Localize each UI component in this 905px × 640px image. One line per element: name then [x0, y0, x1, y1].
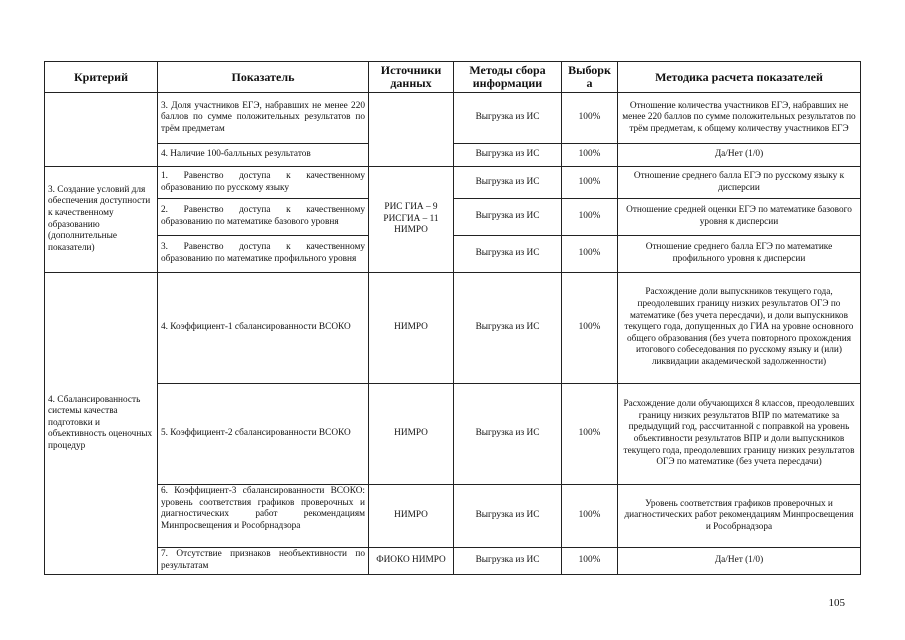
calc-cell: Да/Нет (1/0): [618, 548, 861, 575]
header-sources: Источники данных: [369, 62, 454, 93]
header-criterion: Критерий: [45, 62, 158, 93]
calc-cell: Уровень соответствия графиков проверочных и диагностических работ рекомендациям Минпросвещения и Рособрнадзора: [618, 485, 861, 548]
sample-cell: 100%: [562, 548, 618, 575]
header-calc: Методика расчета показателей: [618, 62, 861, 93]
indicator-cell: 5. Коэффициент-2 сбалансированности ВСОКО: [158, 384, 369, 485]
calc-cell: Расхождение доли выпускников текущего года, преодолевших границу низких результатов ОГЭ по математике (без учета пересдачи), и доли выпускников текущего года, допущенных до ГИА на уровне основного общего образования (без учета повторного прохождения итогового собеседования по русскому языку и (или) ликвидации академической задолженности): [618, 273, 861, 384]
sample-cell: 100%: [562, 93, 618, 144]
sample-cell: 100%: [562, 273, 618, 384]
indicators-table: [44, 61, 861, 575]
source-cell: НИМРО: [369, 273, 454, 384]
calc-cell: Отношение среднего балла ЕГЭ по русскому языку к дисперсии: [618, 167, 861, 199]
calc-cell: Отношение среднего балла ЕГЭ по математике профильного уровня к дисперсии: [618, 236, 861, 273]
header-indicator: Показатель: [158, 62, 369, 93]
method-cell: Выгрузка из ИС: [454, 273, 562, 384]
sample-cell: 100%: [562, 199, 618, 236]
calc-cell: Отношение средней оценки ЕГЭ по математике базового уровня к дисперсии: [618, 199, 861, 236]
sample-cell: 100%: [562, 167, 618, 199]
method-cell: Выгрузка из ИС: [454, 485, 562, 548]
source-cell: НИМРО: [369, 384, 454, 485]
source-cell-empty: [369, 93, 454, 167]
calc-cell: Отношение количества участников ЕГЭ, набравших не менее 220 баллов по сумме положительных результатов по трём предметам, к общему количеству участников ЕГЭ: [618, 93, 861, 144]
criterion-cell-empty: [45, 93, 158, 167]
indicator-cell: 1. Равенство доступа к качественному образованию по русскому языку: [158, 167, 369, 199]
table-row: [45, 93, 861, 144]
indicator-cell: 6. Коэффициент-3 сбалансированности ВСОКО: уровень соответствия графиков проверочных и диагностических работ рекомендациям Минпросвещения и Рособрнадзора: [158, 485, 369, 548]
table-row: [45, 485, 861, 548]
indicator-cell: 2. Равенство доступа к качественному образованию по математике базового уровня: [158, 199, 369, 236]
indicator-cell: 3. Равенство доступа к качественному образованию по математике профильного уровня: [158, 236, 369, 273]
indicator-cell: 7. Отсутствие признаков необъективности по результатам: [158, 548, 369, 575]
method-cell: Выгрузка из ИС: [454, 236, 562, 273]
method-cell: Выгрузка из ИС: [454, 167, 562, 199]
source-cell: ФИОКО НИМРО: [369, 548, 454, 575]
calc-cell: Да/Нет (1/0): [618, 144, 861, 167]
sample-cell: 100%: [562, 384, 618, 485]
source-cell: НИМРО: [369, 485, 454, 548]
sample-cell: 100%: [562, 236, 618, 273]
criterion-cell: 3. Создание условий для обеспечения доступности к качественному образованию (дополнительные показатели): [45, 167, 158, 273]
sample-cell: 100%: [562, 144, 618, 167]
table-row: [45, 273, 861, 384]
sample-cell: 100%: [562, 485, 618, 548]
table-row: [45, 384, 861, 485]
calc-cell: Расхождение доли обучающихся 8 классов, преодолевших границу низких результатов ВПР по математике за предыдущий год, рассчитанной с поправкой на уровень объективности результатов ВПР и доли выпускников текущего года, преодолевших границу низких результатов ОГЭ по математике (без учета пересдачи): [618, 384, 861, 485]
method-cell: Выгрузка из ИС: [454, 93, 562, 144]
page-number: 105: [828, 597, 845, 609]
header-methods: Методы сбора информации: [454, 62, 562, 93]
header-sample: Выборк а: [562, 62, 618, 93]
method-cell: Выгрузка из ИС: [454, 548, 562, 575]
source-cell: РИС ГИА – 9 РИСГИА – 11 НИМРО: [369, 167, 454, 273]
criterion-cell: 4. Сбалансированность системы качества подготовки и объективность оценочных процедур: [45, 273, 158, 575]
indicator-cell: 4. Коэффициент-1 сбалансированности ВСОКО: [158, 273, 369, 384]
method-cell: Выгрузка из ИС: [454, 144, 562, 167]
indicator-cell: 4. Наличие 100-балльных результатов: [158, 144, 369, 167]
indicator-cell: 3. Доля участников ЕГЭ, набравших не менее 220 баллов по сумме положительных результатов по трём предметам: [158, 93, 369, 144]
method-cell: Выгрузка из ИС: [454, 199, 562, 236]
table-row: [45, 548, 861, 575]
method-cell: Выгрузка из ИС: [454, 384, 562, 485]
table-row: [45, 167, 861, 199]
header-row: [45, 62, 861, 93]
